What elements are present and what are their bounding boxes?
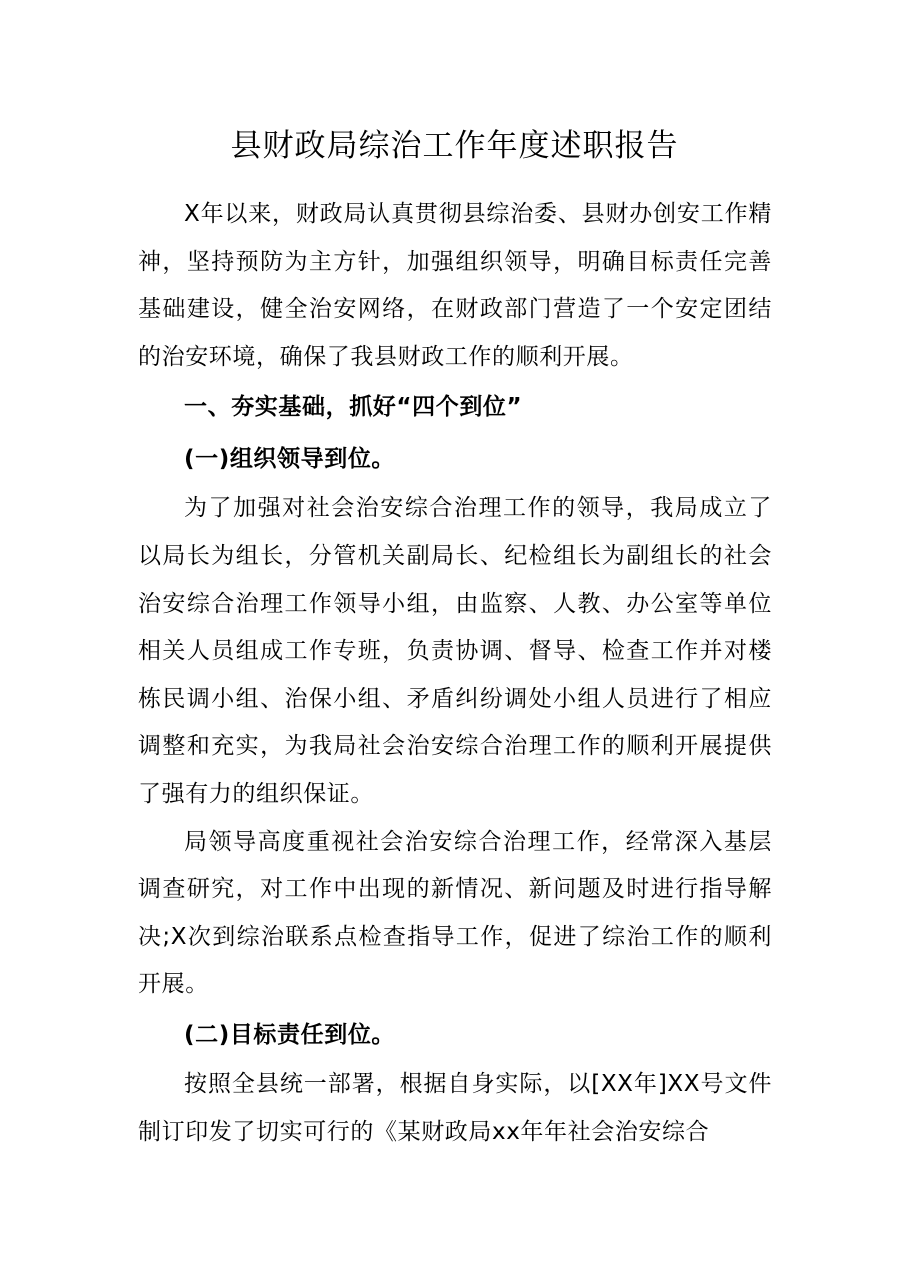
document-title: 县财政局综治工作年度述职报告 <box>230 128 679 164</box>
section-heading-1: 一、夯实基础，抓好“四个到位” <box>184 394 523 421</box>
organization-paragraph-1: 为了加强对社会治安综合治理工作的领导，我局成立了以局长为组长，分管机关副局长、纪检组长为副组长的社会治安综合治理工作领导小组，由监察、人教、办公室等单位相关人员组成工作专班，负责协调、督导、检查工作并对楼栋民调小组、治保小组、矛盾纠纷调处小组人员进行了相应调整和充实，为我局社会治安综合治理工作的顺利开展提供了强有力的组织保证。 <box>138 495 772 807</box>
subsection-heading-organization: (一)组织领导到位。 <box>184 446 396 473</box>
document-body <box>138 191 772 1156</box>
responsibility-paragraph-1: 按照全县统一部署，根据自身实际，以[XX年]XX号文件制订印发了切实可行的《某财政局xx年年社会治安综合 <box>138 1070 772 1145</box>
subsection-heading-responsibility: (二)目标责任到位。 <box>184 1021 396 1048</box>
organization-paragraph-2: 局领导高度重视社会治安综合治理工作，经常深入基层调查研究，对工作中出现的新情况、新问题及时进行指导解决;X次到综治联系点检查指导工作，促进了综治工作的顺利开展。 <box>138 828 772 998</box>
intro-paragraph: X年以来，财政局认真贯彻县综治委、县财办创安工作精神，坚持预防为主方针，加强组织领导，明确目标责任完善基础建设，健全治安网络，在财政部门营造了一个安定团结的治安环境，确保了我县财政工作的顺利开展。 <box>138 201 772 370</box>
